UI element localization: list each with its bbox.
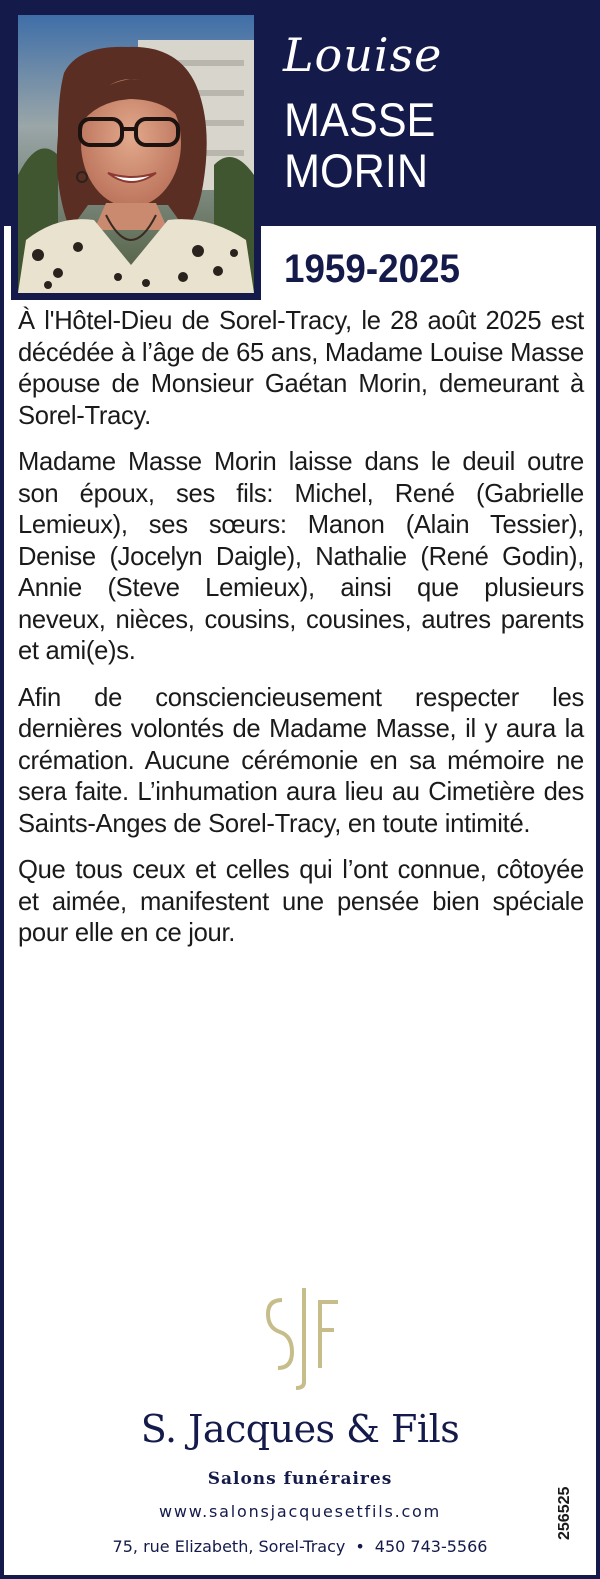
paragraph-family: Madame Masse Morin laisse dans le deuil outre son époux, ses fils: Michel, René (Gabrielle Lemieux), ses sœurs: Manon (Alain Tessier), Denise (Jocelyn Daigle), Nathalie (René Godin), Annie (Steve Lemieux), ainsi que plusieurs neveux, nièces, cousins, cousines, autres parents et ami(e)s.	[18, 448, 584, 665]
separator: •	[355, 1537, 365, 1556]
paragraph-closing: Que tous ceux et celles qui l’ont connue, côtoyée et aimée, manifestent une pensée bien spéciale pour elle en ce jour.	[18, 856, 584, 947]
last-name-line-1: MASSE	[284, 93, 436, 146]
life-years: 1959-2025	[284, 247, 460, 291]
funeral-home-address: 75, rue Elizabeth, Sorel-Tracy	[112, 1537, 346, 1556]
funeral-home-contact	[0, 1535, 600, 1559]
paragraph-death: À l'Hôtel-Dieu de Sorel-Tracy, le 28 août 2025 est décédée à l’âge de 65 ans, Madame Louise Masse épouse de Monsieur Gaétan Morin, demeurant à Sorel-Tracy.	[18, 307, 584, 430]
funeral-home-name: S. Jacques & Fils	[140, 1407, 460, 1451]
funeral-home-website: www.salonsjacquesetfils.com	[158, 1502, 442, 1521]
obituary-text	[18, 306, 584, 965]
first-name: Louise	[283, 28, 443, 82]
last-name-line-2: MORIN	[284, 144, 429, 197]
sjf-monogram-icon	[258, 1284, 348, 1392]
notice-reference-number: 256525	[556, 1486, 573, 1540]
funeral-home-phone: 450 743-5566	[374, 1537, 488, 1556]
portrait-photo	[18, 15, 254, 293]
photo-frame	[11, 8, 261, 300]
paragraph-arrangements: Afin de consciencieusement respecter les dernières volontés de Madame Masse, il y aura la crémation. Aucune cérémonie en sa mémoire ne sera faite. L’inhumation aura lieu au Cimetière des Saints-Anges de Sorel-Tracy, en toute intimité.	[18, 683, 584, 838]
funeral-home-subtitle: Salons funéraires	[207, 1469, 393, 1489]
